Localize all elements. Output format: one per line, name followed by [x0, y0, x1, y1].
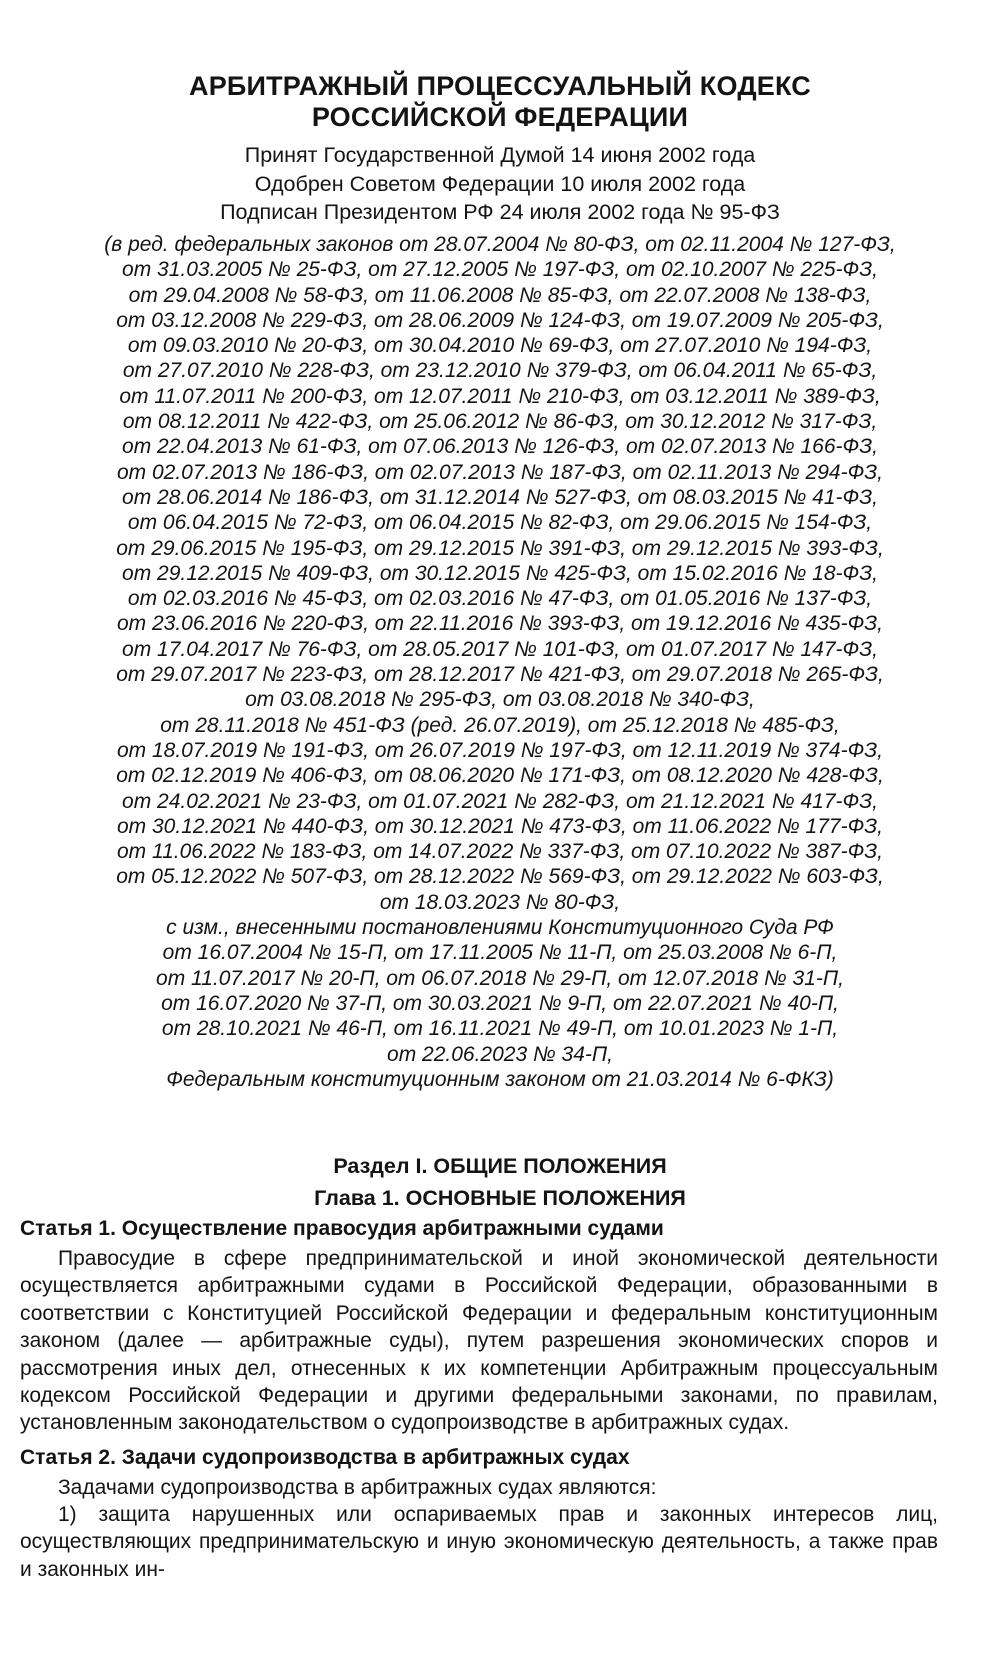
- amendment-line: от 06.04.2015 № 72-ФЗ, от 06.04.2015 № 82-ФЗ, от 29.06.2015 № 154-ФЗ,: [127, 511, 873, 535]
- article-1-heading: Статья 1. Осуществление правосудия арбитражными судами: [20, 1217, 664, 1240]
- article-2-heading: Статья 2. Задачи судопроизводства в арбитражных судах: [20, 1446, 630, 1469]
- adoption-line-council: Одобрен Советом Федерации 10 июля 2002 года: [254, 172, 746, 196]
- amendment-line: от 28.11.2018 № 451-ФЗ (ред. 26.07.2019), от 25.12.2018 № 485-ФЗ,: [160, 713, 840, 737]
- amendment-line: от 11.07.2011 № 200-ФЗ, от 12.07.2011 № 210-ФЗ, от 03.12.2011 № 389-ФЗ,: [119, 384, 881, 408]
- amendment-line: от 05.12.2022 № 507-ФЗ, от 28.12.2022 № 569-ФЗ, от 29.12.2022 № 603-ФЗ,: [116, 865, 884, 889]
- amendment-line: от 31.03.2005 № 25-ФЗ, от 27.12.2005 № 197-ФЗ, от 02.10.2007 № 225-ФЗ,: [122, 258, 878, 282]
- amendment-line: от 30.12.2021 № 440-ФЗ, от 30.12.2021 № 473-ФЗ, от 11.06.2022 № 177-ФЗ,: [116, 814, 884, 838]
- amendment-line: Федеральным конституционным законом от 21.03.2014 № 6-ФКЗ): [166, 1067, 834, 1091]
- amendment-line: от 02.03.2016 № 45-ФЗ, от 02.03.2016 № 47-ФЗ, от 01.05.2016 № 137-ФЗ,: [127, 587, 873, 611]
- adoption-line-president: Подписан Президентом РФ 24 июля 2002 года № 95-ФЗ: [220, 200, 780, 224]
- article-2-paragraph-item-1: 1) защита нарушенных или оспариваемых прав и законных интересов лиц, осуществляющих предпринимательскую и иную экономическую деятельность, а также прав и законных ин-: [20, 1503, 938, 1581]
- amendment-line: от 18.03.2023 № 80-ФЗ,: [379, 890, 621, 914]
- amendment-line: от 11.07.2017 № 20-П, от 06.07.2018 № 29-П, от 12.07.2018 № 31-П,: [156, 966, 844, 990]
- amendment-line: от 16.07.2020 № 37-П, от 30.03.2021 № 9-П, от 22.07.2021 № 40-П,: [161, 991, 839, 1015]
- amendment-line: от 22.04.2013 № 61-ФЗ, от 07.06.2013 № 126-ФЗ, от 02.07.2013 № 166-ФЗ,: [122, 435, 878, 459]
- amendment-line: от 27.07.2010 № 228-ФЗ, от 23.12.2010 № 379-ФЗ, от 06.04.2011 № 65-ФЗ,: [122, 359, 878, 383]
- amendment-line: от 24.02.2021 № 23-ФЗ, от 01.07.2021 № 282-ФЗ, от 21.12.2021 № 417-ФЗ,: [122, 789, 878, 813]
- amendment-line: от 03.12.2008 № 229-ФЗ, от 28.06.2009 № 124-ФЗ, от 19.07.2009 № 205-ФЗ,: [116, 308, 884, 332]
- amendment-line: с изм., внесенными постановлениями Конституционного Суда РФ: [166, 916, 834, 940]
- amendment-line: от 23.06.2016 № 220-ФЗ, от 22.11.2016 № 393-ФЗ, от 19.12.2016 № 435-ФЗ,: [116, 612, 884, 636]
- adoption-line-duma: Принят Государственной Думой 14 июня 2002 года: [244, 143, 756, 167]
- amendment-line: от 09.03.2010 № 20-ФЗ, от 30.04.2010 № 69-ФЗ, от 27.07.2010 № 194-ФЗ,: [127, 334, 873, 358]
- amendment-line: от 29.06.2015 № 195-ФЗ, от 29.12.2015 № 391-ФЗ, от 29.12.2015 № 393-ФЗ,: [116, 536, 884, 560]
- section-title: Раздел I. ОБЩИЕ ПОЛОЖЕНИЯ: [333, 1154, 667, 1178]
- chapter-title: Глава 1. ОСНОВНЫЕ ПОЛОЖЕНИЯ: [314, 1186, 686, 1210]
- amendment-line: от 29.04.2008 № 58-ФЗ, от 11.06.2008 № 85-ФЗ, от 22.07.2008 № 138-ФЗ,: [128, 283, 872, 307]
- amendment-line: от 28.10.2021 № 46-П, от 16.11.2021 № 49-П, от 10.01.2023 № 1-П,: [161, 1017, 839, 1041]
- amendment-line: от 02.12.2019 № 406-ФЗ, от 08.06.2020 № 171-ФЗ, от 08.12.2020 № 428-ФЗ,: [116, 764, 884, 788]
- amendment-line: от 08.12.2011 № 422-ФЗ, от 25.06.2012 № 86-ФЗ, от 30.12.2012 № 317-ФЗ,: [122, 410, 878, 434]
- document-title-line-1: АРБИТРАЖНЫЙ ПРОЦЕССУАЛЬНЫЙ КОДЕКС: [189, 71, 811, 101]
- amendment-line: от 29.12.2015 № 409-ФЗ, от 30.12.2015 № 425-ФЗ, от 15.02.2016 № 18-ФЗ,: [122, 561, 878, 585]
- amendment-line: от 17.04.2017 № 76-ФЗ, от 28.05.2017 № 101-ФЗ, от 01.07.2017 № 147-ФЗ,: [122, 637, 878, 661]
- amendment-line: [0, 1117, 1000, 1142]
- amendment-line: от 03.08.2018 № 295-ФЗ, от 03.08.2018 № 340-ФЗ,: [245, 688, 755, 712]
- amendment-line: (в ред. федеральных законов от 28.07.2004 № 80-ФЗ, от 02.11.2004 № 127-ФЗ,: [104, 233, 896, 256]
- amendment-line: от 18.07.2019 № 191-ФЗ, от 26.07.2019 № 197-ФЗ, от 12.11.2019 № 374-ФЗ,: [116, 738, 884, 762]
- article-2-paragraph-intro: Задачами судопроизводства в арбитражных судах являются:: [58, 1476, 657, 1499]
- amendment-line: от 28.06.2014 № 186-ФЗ, от 31.12.2014 № 527-ФЗ, от 08.03.2015 № 41-ФЗ,: [122, 485, 878, 509]
- amendment-line: от 02.07.2013 № 186-ФЗ, от 02.07.2013 № 187-ФЗ, от 02.11.2013 № 294-ФЗ,: [116, 460, 884, 484]
- amendment-line: от 29.07.2017 № 223-ФЗ, от 28.12.2017 № 421-ФЗ, от 29.07.2018 № 265-ФЗ,: [116, 663, 884, 687]
- amendments-block: [0, 232, 1000, 1143]
- amendment-line: от 11.06.2022 № 183-ФЗ, от 14.07.2022 № 337-ФЗ, от 07.10.2022 № 387-ФЗ,: [116, 840, 884, 864]
- amendment-line: от 16.07.2004 № 15-П, от 17.11.2005 № 11-П, от 25.03.2008 № 6-П,: [162, 941, 838, 965]
- document-title-line-2: РОССИЙСКОЙ ФЕДЕРАЦИИ: [311, 102, 689, 132]
- amendment-line: [0, 1092, 1000, 1117]
- amendment-line: от 22.06.2023 № 34-П,: [387, 1042, 613, 1066]
- article-1-paragraph: Правосудие в сфере предпринимательской и иной экономической деятельности осуществляется арбитражными судами в Российской Федерации, образованными в соответствии с Конституцией Российской Федерации и федеральным конституционным законом (далее — арбитражные суды), путем разрешения экономических споров и рассмотрения иных дел, отнесенных к их компетенции Арбитражным процессуальным кодексом Российской Федерации и другими федеральными законами, по правилам, установленным законодательством о судопроизводстве в арбитражных судах.: [20, 1247, 938, 1435]
